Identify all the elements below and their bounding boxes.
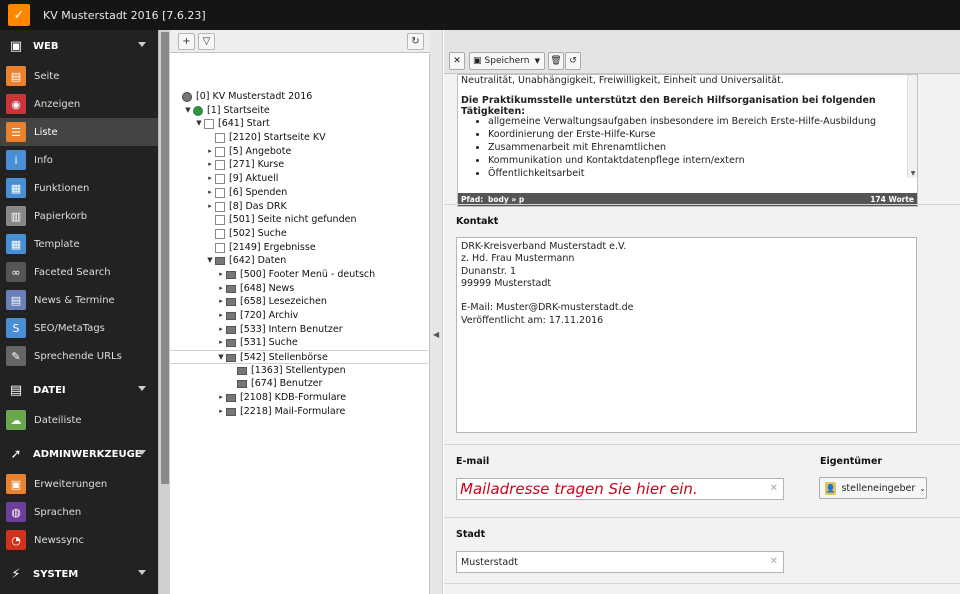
history-button[interactable]: ↺ [565,52,581,70]
plug-icon: ⚡ [11,566,21,582]
page-icon[interactable] [204,119,214,129]
module-menu-scrollbar[interactable] [158,30,170,594]
rte-list-item: • Öffentlichkeitsarbeit [488,167,876,173]
tree-node-label[interactable]: [641] Start [218,118,270,130]
tree-node-label[interactable]: [9] Aktuell [229,173,279,185]
menu-item-label: Liste [34,126,58,138]
owner-label: Eigentümer [820,456,883,467]
folder-icon[interactable] [215,257,225,265]
tree-expand-icon[interactable]: ▸ [219,297,223,306]
page-tree [170,90,428,419]
tree-expand-icon[interactable]: ▸ [208,201,212,210]
tree-node[interactable] [170,213,428,227]
save-label: Speichern [484,56,530,66]
tree-node[interactable] [170,377,428,391]
folder-icon[interactable] [226,298,236,306]
close-button[interactable]: ✕ [449,52,465,70]
menu-item-label: News & Termine [34,294,115,306]
menu-item-label: Sprechende URLs [34,350,122,362]
tree-expand-icon[interactable]: ▸ [219,269,223,278]
tree-node[interactable] [170,405,428,419]
tree-node-label[interactable]: [0] KV Musterstadt 2016 [196,91,313,102]
marker-icon: ✎ [6,346,26,366]
word-count: 174 Worte [870,195,914,204]
user-icon: 👤 [825,483,836,493]
menu-item-label: Sprachen [34,506,82,518]
tree-node-label[interactable]: [1] Startseite [207,104,270,116]
chevron-down-icon[interactable] [138,42,146,47]
seo-icon: S [6,318,26,338]
tree-node[interactable] [170,295,428,309]
tree-node-label[interactable]: [1363] Stellentypen [251,364,346,376]
menu-item-label: SEO/MetaTags [34,322,105,334]
menu-item-template[interactable] [0,230,158,258]
page-icon[interactable] [215,202,225,212]
email-input[interactable] [460,480,760,498]
clear-stadt-icon[interactable]: ✕ [769,556,778,567]
menu-item-dateiliste[interactable] [0,406,158,434]
tree-node-label[interactable]: [531] Suche [240,337,298,349]
page-icon[interactable] [215,229,225,239]
tree-expand-icon[interactable]: ▸ [219,311,223,319]
tree-node-label[interactable]: [2218] Mail-Formulare [240,405,346,417]
doc-toolbar [444,30,960,74]
news-icon: ▤ [6,290,26,310]
tree-node-label[interactable]: [8] Das DRK [229,200,287,212]
rte-list-item: • Koordinierung der Erste-Hilfe-Kurse [488,128,876,141]
folder-icon[interactable] [226,394,236,402]
trash-icon: ▥ [6,206,26,226]
edit-form [444,30,960,594]
page-module-icon: ▤ [6,66,26,86]
module-menu [0,30,158,594]
tree-node[interactable] [170,282,428,296]
rte-heading: Die Praktikumsstelle unterstützt den Bereich Hilfsorganisation bei folgenden Tätigkeiten: [461,95,876,117]
tree-expand-icon[interactable]: ▸ [219,283,223,292]
rte-paragraph: Neutralität, Unabhängigkeit, Freiwilligkeit, Einheit und Universalität. [461,75,784,86]
eye-icon: ◉ [6,94,26,114]
menu-item-label: Anzeigen [34,98,81,110]
page-icon[interactable] [215,133,225,143]
rocket-icon: ➚ [10,446,22,462]
rte-scrollbar[interactable] [907,75,917,178]
menu-item-liste[interactable] [0,118,158,146]
page-icon[interactable] [215,160,225,170]
folder-icon[interactable] [237,380,247,388]
tree-node-label[interactable]: [720] Archiv [240,310,299,321]
owner-select[interactable] [819,477,927,499]
tree-node-label[interactable]: [271] Kurse [229,159,285,171]
tree-node[interactable] [170,391,428,405]
typo3-logo-icon[interactable]: ✓ [8,4,30,26]
email-field[interactable] [456,478,784,500]
menu-item-news-termine[interactable] [0,286,158,314]
page-icon[interactable] [215,188,225,198]
tree-collapse-handle[interactable] [430,30,443,594]
section-divider [444,204,960,205]
globe-icon: ◍ [6,502,26,522]
tree-node[interactable] [170,145,428,159]
save-icon: ▣ [473,56,482,66]
owner-value: stelleneingeber [841,482,916,494]
tree-node-label[interactable]: [6] Spenden [229,186,288,198]
menu-item-seo-metatags[interactable] [0,314,158,342]
delete-button[interactable]: 🗑 [548,52,564,70]
tree-collapse-icon[interactable]: ▼ [185,105,191,114]
tree-node[interactable] [170,227,428,241]
menu-item-label: Funktionen [34,182,90,194]
chevron-down-icon: ⌄ [919,483,926,493]
tree-node-label[interactable]: [500] Footer Menü - deutsch [240,268,376,280]
tree-expand-icon[interactable]: ▸ [219,324,223,333]
menu-group-label: ADMINWERKZEUGE [33,448,142,460]
tree-expand-icon[interactable]: ▸ [208,174,212,183]
typo3-root-icon[interactable] [182,92,192,102]
page-tree-panel [170,54,430,594]
box-icon: ▣ [6,474,26,494]
tree-expand-icon[interactable]: ▸ [219,406,223,415]
tree-node-label[interactable]: [542] Stellenbörse [240,352,328,364]
tree-node-label[interactable]: [533] Intern Benutzer [240,323,343,335]
menu-group-label: WEB [33,40,59,52]
menu-item-sprechende-urls[interactable] [0,342,158,370]
chevron-down-icon[interactable] [138,450,146,455]
info-icon: i [6,150,26,170]
tree-node-label[interactable]: [648] News [240,282,295,294]
folder-icon[interactable] [226,271,236,279]
tree-node-label[interactable]: [2108] KDB-Formulare [240,392,347,404]
page-icon[interactable] [215,243,225,253]
app-title: KV Musterstadt 2016 [7.6.23] [43,8,206,22]
section-divider [444,517,960,518]
list-icon: ☰ [6,122,26,142]
menu-item-label: Faceted Search [34,266,111,278]
menu-item-sprachen[interactable] [0,498,158,526]
folder-icon[interactable] [226,339,236,347]
folder-icon[interactable] [226,285,236,293]
menu-item-label: Erweiterungen [34,478,108,490]
stadt-input[interactable] [461,555,761,570]
save-button[interactable] [469,52,545,70]
kontakt-label: Kontakt [456,216,499,227]
filter-icon[interactable]: ▽ [198,33,215,50]
toolbox-icon: ▦ [6,178,26,198]
menu-item-label: Newssync [34,534,84,546]
new-page-icon[interactable]: + [178,33,195,50]
page-icon[interactable] [215,174,225,184]
binoculars-icon: ∞ [6,262,26,282]
tree-expand-icon[interactable]: ▸ [208,160,212,169]
tree-node[interactable] [170,131,428,145]
rich-text-editor[interactable] [457,74,918,207]
rte-list-item: • allgemeine Verwaltungsaufgaben insbesondere im Bereich Erste-Hilfe-Ausbildung [488,115,876,128]
menu-item-faceted-search[interactable] [0,258,158,286]
cloud-icon: ☁ [6,410,26,430]
menu-group-web[interactable] [0,30,158,62]
menu-item-newssync[interactable] [0,526,158,554]
tree-node-label[interactable]: [502] Suche [229,227,287,239]
folder-icon[interactable] [226,326,236,334]
tree-expand-icon[interactable]: ▸ [208,146,212,155]
top-bar [0,0,960,30]
section-divider [444,444,960,445]
stadt-field[interactable] [456,551,784,573]
chevron-down-icon[interactable] [138,570,146,575]
tree-node[interactable] [170,309,428,323]
section-divider [444,583,960,584]
chevron-down-icon[interactable] [138,386,146,391]
path-label: Pfad: [461,195,484,204]
tree-collapse-icon[interactable]: ▼ [218,353,224,362]
menu-item-anzeigen[interactable] [0,90,158,118]
folder-icon[interactable] [226,354,236,362]
refresh-icon[interactable]: ↻ [407,33,424,50]
scroll-down-icon[interactable]: ▼ [910,170,916,177]
tree-node-label[interactable]: [674] Benutzer [251,378,323,390]
menu-item-funktionen[interactable] [0,174,158,202]
menu-item-label: Papierkorb [34,210,88,222]
page-icon[interactable] [215,147,225,157]
menu-item-label: Info [34,154,53,166]
folder-icon[interactable] [226,408,236,416]
tree-node[interactable] [170,117,428,131]
collapse-arrow-icon[interactable]: ◀ [433,330,440,339]
tree-node[interactable] [170,364,428,378]
menu-group-datei[interactable] [0,374,158,406]
tree-node[interactable] [170,158,428,172]
tree-node-label[interactable]: [658] Lesezeichen [240,296,327,308]
tree-node[interactable] [170,172,428,186]
tree-node[interactable] [170,350,428,364]
menu-item-label: Dateiliste [34,414,82,426]
template-icon: ▦ [6,234,26,254]
tree-node[interactable] [170,186,428,200]
menu-item-label: Template [34,238,80,250]
rte-bullet-list [485,115,877,179]
tree-node[interactable] [170,336,428,350]
folder-icon[interactable] [226,312,236,320]
tree-node-label[interactable]: [2149] Ergebnisse [229,241,316,253]
tree-collapse-icon[interactable]: ▼ [207,256,213,265]
web-icon: ▣ [9,38,23,54]
clear-email-icon[interactable]: ✕ [769,483,778,494]
menu-group-system[interactable] [0,558,158,590]
menu-item-label: Seite [34,70,60,82]
menu-item-info[interactable] [0,146,158,174]
tree-node-label[interactable]: [5] Angebote [229,145,292,157]
tree-expand-icon[interactable]: ▸ [219,393,223,402]
tree-collapse-icon[interactable]: ▼ [196,119,202,128]
save-dropdown-chevron-icon[interactable]: ▼ [534,57,540,65]
page-icon[interactable] [215,215,225,225]
menu-group-label: DATEI [33,384,66,396]
tree-node-label[interactable]: [642] Daten [229,255,287,267]
menu-item-seite[interactable] [0,62,158,90]
email-label: E-mail [456,456,490,467]
rte-list-item: • Kommunikation und Kontaktdatenpflege intern/extern [488,154,876,167]
menu-group-adminwerkzeuge[interactable] [0,438,158,470]
menu-item-erweiterungen[interactable] [0,470,158,498]
rss-icon: ◔ [6,530,26,550]
tree-toolbar [170,30,430,53]
scrollbar-thumb[interactable] [161,32,169,484]
tree-node[interactable] [170,200,428,214]
menu-item-papierkorb[interactable] [0,202,158,230]
image-icon: ▤ [9,382,23,398]
tree-node-label[interactable]: [501] Seite nicht gefunden [229,214,357,226]
menu-group-label: SYSTEM [33,568,79,580]
tree-node[interactable] [170,241,428,255]
stadt-label: Stadt [456,529,486,540]
tree-expand-icon[interactable]: ▸ [219,338,223,347]
tree-node-label[interactable]: [2120] Startseite KV [229,132,326,144]
folder-icon[interactable] [237,367,247,375]
tree-node[interactable] [170,323,428,337]
globe-page-icon[interactable] [193,106,203,116]
tree-node[interactable] [170,104,428,118]
rte-list-item: • Zusammenarbeit mit Ehrenamtlichen [488,141,876,154]
tree-node[interactable] [170,90,428,104]
tree-node[interactable] [170,254,428,268]
element-path[interactable]: body » p [487,195,525,204]
kontakt-textarea[interactable]: DRK-Kreisverband Musterstadt e.V. z. Hd. Frau Mustermann Dunanstr. 1 99999 Musterstadt E-Mail: Muster@DRK-musterstadt.de Veröffentlicht am: 17.11.2016 [456,237,917,433]
tree-node[interactable] [170,268,428,282]
tree-expand-icon[interactable]: ▸ [208,187,212,196]
